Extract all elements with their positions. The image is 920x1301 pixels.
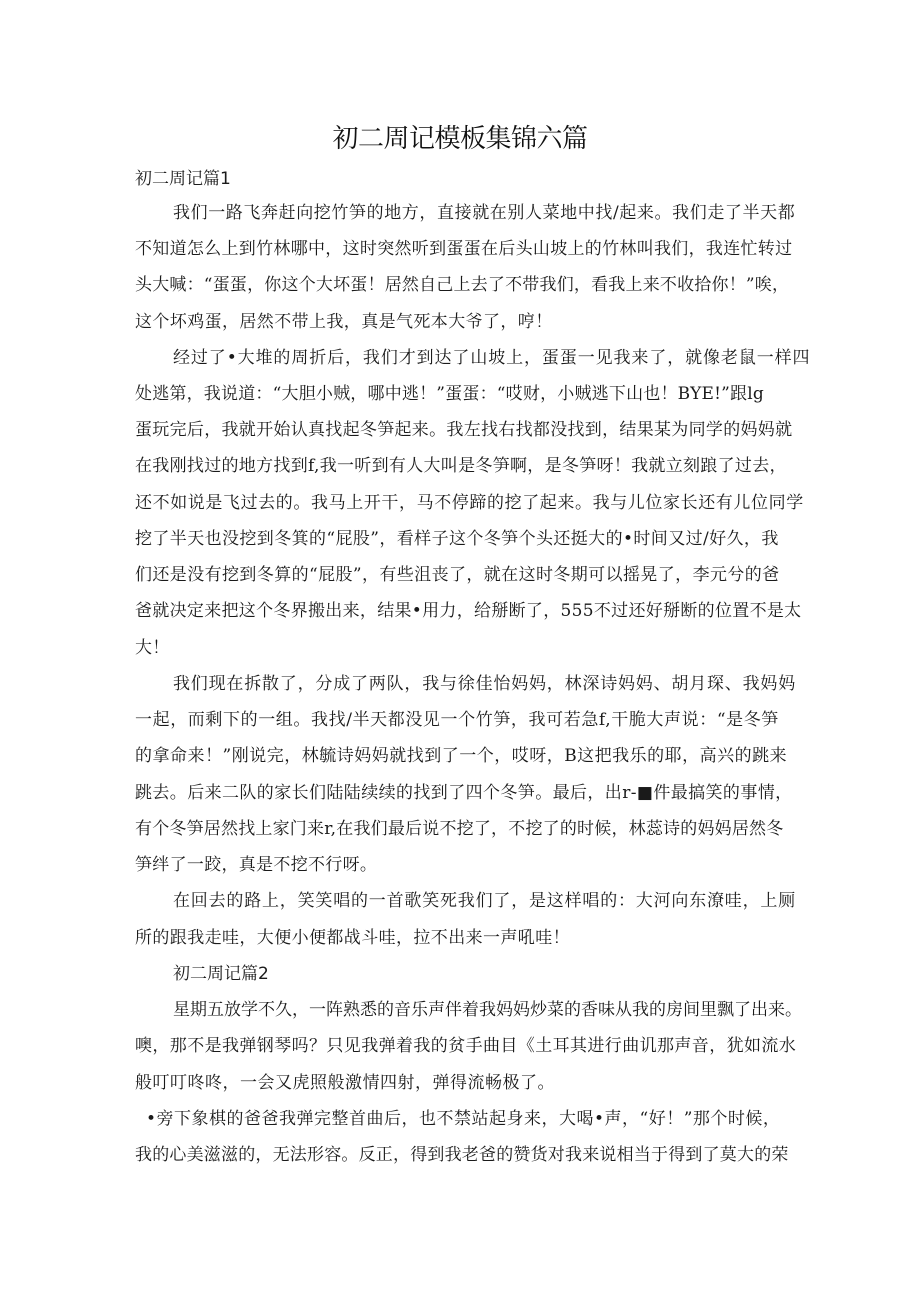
paragraph-line: 在回去的路上，笑笑唱的一首歌笑死我们了，是这样唱的：大河向东潦哇，上厕	[173, 891, 796, 911]
paragraph-line: 这个坏鸡蛋，居然不带上我，真是气死本大爷了，哼！	[135, 312, 553, 332]
paragraph-line: 星期五放学不久，一阵熟悉的音乐声伴着我妈妈炒菜的香味从我的房间里飘了出来。	[173, 1000, 802, 1020]
paragraph-line: 有个冬笋居然找上家门来r,在我们最后说不挖了，不挖了的时候，林蕊诗的妈妈居然冬	[135, 819, 784, 839]
paragraph-line: 在我刚找过的地方找到f,我一听到有人大叫是冬笋啊，是冬笋呀！我就立刻踉了过去，	[135, 456, 787, 476]
section-heading-1: 初二周记篇1	[135, 169, 231, 189]
document-title: 初二周记模板集锦六篇	[332, 124, 588, 154]
paragraph-line: 般叮叮咚咚，一会又虎照般激情四射，弹得流畅极了。	[135, 1073, 555, 1093]
paragraph-line: 大！	[135, 638, 170, 658]
paragraph-line: 头大喊：“蛋蛋，你这个大坏蛋！居然自己上去了不带我们，看我上来不收拾你！”唉，	[135, 275, 790, 295]
section-heading-2: 初二周记篇2	[173, 964, 269, 984]
paragraph-line: 们还是没有挖到冬算的“屁股”，有些沮丧了，就在这时冬期可以摇晃了，李元兮的爸	[135, 565, 780, 585]
paragraph-line: 我的心美滋滋的，无法形容。反正，得到我老爸的赞货对我来说相当于得到了莫大的荣	[135, 1145, 789, 1165]
paragraph-line: 所的跟我走哇，大便小便都战斗哇，拉不出来一声吼哇！	[135, 928, 570, 948]
paragraph-line: 我们现在拆散了，分成了两队，我与徐佳怡妈妈，林深诗妈妈、胡月琛、我妈妈	[173, 674, 796, 694]
paragraph-line: 的拿命来！”刚说完，林毓诗妈妈就找到了一个，哎呀，B这把我乐的耶，高兴的跳来	[135, 746, 788, 766]
paragraph-line: 还不如说是飞过去的。我马上开干，马不停蹄的挖了起来。我与儿位家长还有儿位同学	[135, 493, 804, 513]
paragraph-line: 笋绊了一跤，真是不挖不行呀。	[135, 855, 378, 875]
paragraph-line: 噢，那不是我弹钢琴吗？只见我弹着我的贫手曲目《土耳其进行曲讥那声音，犹如流水	[135, 1036, 797, 1056]
paragraph-line: 我们一路飞奔赶向挖竹笋的地方，直接就在别人菜地中找/起来。我们走了半天都	[173, 203, 796, 223]
paragraph-line: 处逃第，我说道：“大胆小贼，哪中逃！”蛋蛋：“哎财，小贼逃下山也！BYE!”跟lg	[135, 384, 764, 404]
paragraph-line: 跳去。后来二队的家长们陆陆续续的找到了四个冬笋。最后，出r-■件最搞笑的事情，	[135, 783, 793, 803]
paragraph-line: 蛋玩完后，我就开始认真找起冬笋起来。我左找右找都没找到，结果某为同学的妈妈就	[135, 420, 793, 440]
paragraph-line: 一起，而剩下的一组。我找/半天都没见一个竹笋，我可若急f,干脆大声说：“是冬笋	[135, 710, 779, 730]
paragraph-line: •旁下象棋的爸爸我弹完整首曲后，也不禁站起身来，大喝•声，“好！”那个时候，	[146, 1109, 781, 1129]
paragraph-line: 经过了•大堆的周折后，我们才到达了山坡上，蛋蛋一见我来了，就像老鼠一样四	[173, 348, 811, 368]
paragraph-line: 挖了半天也没挖到冬箕的“屁股”，看样子这个冬笋个头还挺大的•时间又过/好久，我	[135, 529, 779, 549]
paragraph-line: 爸就决定来把这个冬界搬出来，结果•用力，给掰断了，555不过还好掰断的位置不是太	[135, 601, 802, 621]
paragraph-line: 不知道怎么上到竹林哪中，这时突然听到蛋蛋在后头山坡上的竹林叫我们，我连忙转过	[135, 239, 793, 259]
